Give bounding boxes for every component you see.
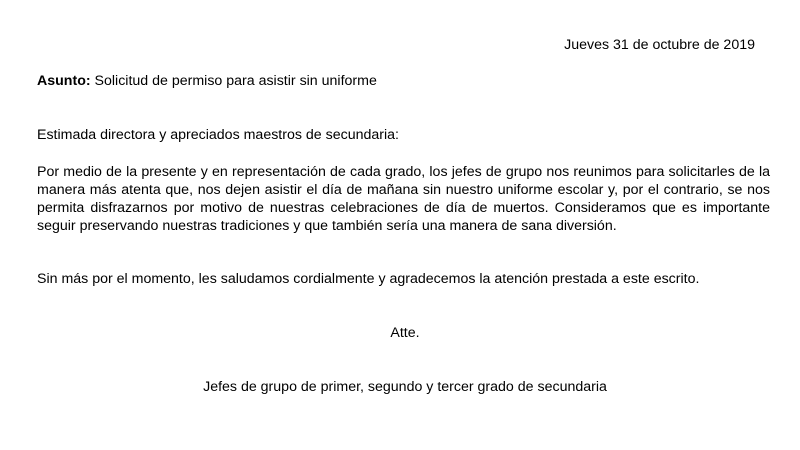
subject-text: Solicitud de permiso para asistir sin uniforme [94,73,377,89]
letter-signature: Jefes de grupo de primer, segundo y tercer grado de secundaria [203,379,607,395]
letter-date: Jueves 31 de octubre de 2019 [564,37,755,53]
letter-salutation: Estimada directora y apreciados maestros de secundaria: [37,127,399,143]
letter-closing: Sin más por el momento, les saludamos cordialmente y agradecemos la atención prestada a este escrito. [37,271,700,287]
letter-subject [37,73,377,90]
letter-sign-off: Atte. [390,325,420,341]
subject-label: Asunto: [37,73,91,89]
letter-body: Por medio de la presente y en representación de cada grado, los jefes de grupo nos reunimos para solicitarles de la manera más atenta que, nos dejen asistir el día de mañana sin nuestro uniforme escolar y, por el contrario, se nos permita disfrazarnos por motivo de nuestras celebraciones de día de muertos. Consideramos que es importante seguir preservando nuestras tradiciones y que también sería una manera de sana diversión. [37,164,770,234]
